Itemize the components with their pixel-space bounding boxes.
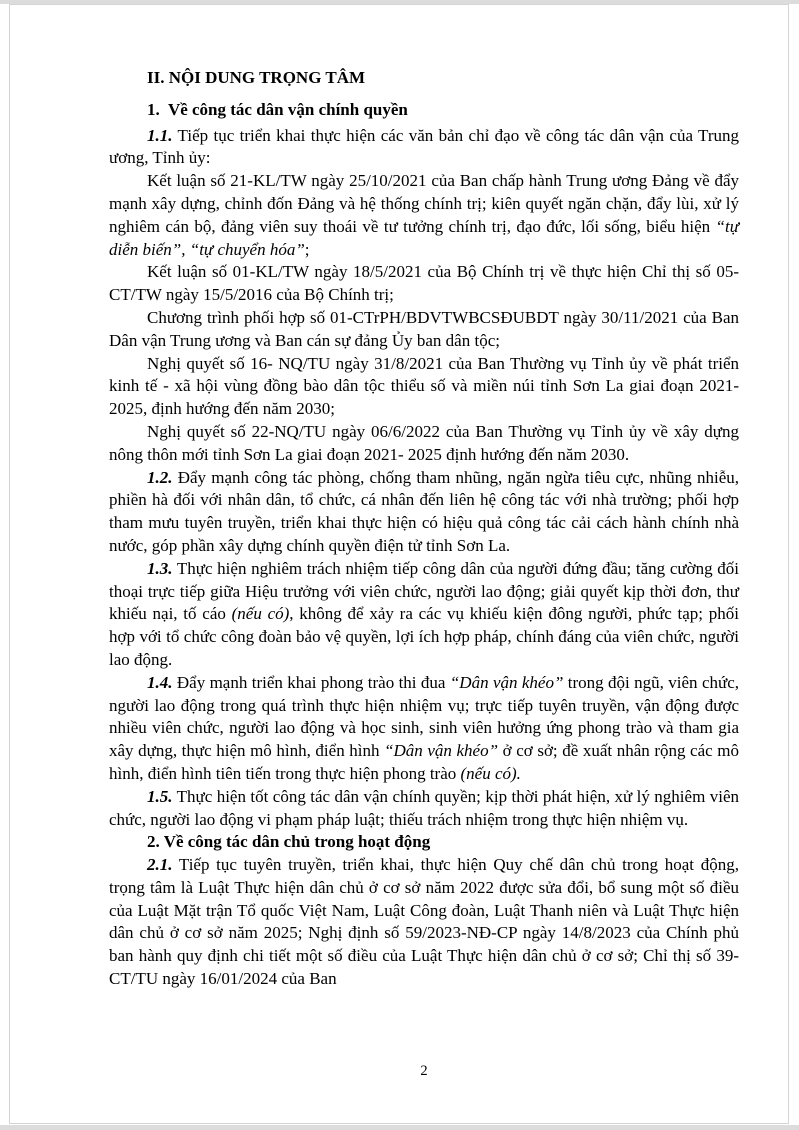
text-run: Kết luận số 21-KL/TW ngày 25/10/2021 của Ban chấp hành Trung ương Đảng về đẩy mạnh xây dựng, chỉnh đốn Đảng và hệ thống chính trị; kiên quyết ngăn chặn, đẩy lùi, xử lý nghiêm cán bộ, đảng viên suy thoái về tư tưởng chính trị, đạo đức, lối sống, biểu hiện: [109, 171, 739, 236]
doc-paragraph: [109, 261, 739, 307]
doc-paragraph: [109, 558, 739, 672]
text-run: 2.1.: [147, 855, 173, 875]
text-run: Nghị quyết số 16- NQ/TU ngày 31/8/2021 của Ban Thường vụ Tỉnh ủy về phát triển kinh tế - xã hội vùng đồng bào dân tộc thiểu số và miền núi tỉnh Sơn La giai đoạn 2021- 2025, định hướng đến năm 2030;: [109, 353, 739, 419]
doc-heading: [109, 831, 739, 854]
text-run: 1.2.: [147, 467, 173, 487]
document-page: [9, 4, 789, 1124]
doc-paragraph: [109, 467, 739, 558]
document-body: [109, 67, 739, 991]
text-run: 1. Về công tác dân vận chính quyền: [147, 99, 408, 119]
doc-paragraph: [109, 421, 739, 467]
text-run: 1.1.: [147, 125, 173, 145]
doc-paragraph: [109, 353, 739, 421]
text-run: , không để xảy ra các vụ khiếu kiện đông người, phức tạp; phối hợp với tổ chức công đoàn bảo vệ quyền, lợi ích hợp pháp, chính đáng của viên chức, người lao động.: [109, 604, 739, 669]
page-number: 2: [420, 1063, 428, 1079]
text-run: Thực hiện tốt công tác dân vận chính quyền; kịp thời phát hiện, xử lý nghiêm viên chức, người lao động vi phạm pháp luật; thiếu trách nhiệm trong thực hiện nhiệm vụ.: [109, 786, 739, 829]
text-run: II. NỘI DUNG TRỌNG TÂM: [147, 68, 366, 87]
viewer-gap-bottom: [0, 1125, 799, 1130]
text-run: trong đội ngũ, viên chức, người lao động trong quá trình thực hiện nhiệm vụ; trực tiếp tuyên truyền, vận động được nhiều viên chức, người lao động và học sinh, sinh viên hưởng ứng phong trào và tham gia xây dựng, thực hiện mô hình, điển hình: [109, 672, 739, 761]
text-run: ở cơ sở; đề xuất nhân rộng các mô hình, điển hình tiên tiến trong thực hiện phong trào: [109, 741, 739, 783]
doc-paragraph: [109, 854, 739, 991]
text-run: Thực hiện nghiêm trách nhiệm tiếp công dân của người đứng đầu; tăng cường đối thoại trực tiếp giữa Hiệu trưởng với viên chức, người lao động; giải quyết kịp thời đơn, thư khiếu nại, tố cáo: [109, 558, 739, 624]
doc-paragraph: [109, 170, 739, 261]
text-run: “tự diễn biến”, “tự chuyển hóa”: [109, 216, 739, 259]
doc-heading: [109, 67, 739, 90]
text-run: Tiếp tục triển khai thực hiện các văn bản chỉ đạo về công tác dân vận của Trung ương, Tỉnh ủy:: [109, 125, 739, 168]
doc-heading: [109, 99, 739, 122]
text-run: Chương trình phối hợp số 01-CTrPH/BDVTWBCSĐUBDT ngày 30/11/2021 của Ban Dân vận Trung ương và Ban cán sự đảng Ủy ban dân tộc;: [109, 307, 739, 350]
text-run: (nếu có).: [460, 763, 521, 783]
doc-paragraph: [109, 672, 739, 786]
doc-paragraph: [109, 125, 739, 171]
text-run: “Dân vận khéo”: [449, 672, 564, 692]
text-run: 1.5.: [147, 786, 173, 806]
text-run: 1.3.: [147, 558, 173, 578]
doc-paragraph: [109, 307, 739, 353]
text-run: “Dân vận khéo”: [384, 741, 499, 761]
text-run: Đẩy mạnh triển khai phong trào thi đua: [172, 672, 450, 692]
text-run: Nghị quyết số 22-NQ/TU ngày 06/6/2022 của Ban Thường vụ Tỉnh ủy về xây dựng nông thôn mới tỉnh Sơn La giai đoạn 2021- 2025 định hướng đến năm 2030.: [109, 421, 739, 464]
doc-paragraph: [109, 786, 739, 832]
text-run: 1.4.: [147, 672, 173, 692]
text-run: Kết luận số 01-KL/TW ngày 18/5/2021 của Bộ Chính trị về thực hiện Chỉ thị số 05-CT/TW ngày 15/5/2016 của Bộ Chính trị;: [109, 262, 739, 305]
text-run: Đẩy mạnh công tác phòng, chống tham nhũng, ngăn ngừa tiêu cực, nhũng nhiễu, phiền hà đối với nhân dân, tổ chức, cá nhân đến liên hệ công tác với nhà trường; phối hợp tham mưu tuyên truyền, triển khai thực hiện có hiệu quả công tác cải cách hành chính nhà nước, góp phần xây dựng chính quyền điện tử tỉnh Sơn La.: [109, 467, 739, 555]
text-run: 2. Về công tác dân chủ trong hoạt động: [147, 832, 431, 852]
text-run: ;: [304, 239, 310, 259]
text-run: (nếu có): [231, 604, 290, 624]
text-run: Tiếp tục tuyên truyền, triển khai, thực hiện Quy chế dân chủ trong hoạt động, trọng tâm là Luật Thực hiện dân chủ ở cơ sở năm 2022 được sửa đổi, bổ sung một số điều của Luật Mặt trận Tổ quốc Việt Nam, Luật Công đoàn, Luật Thanh niên và Luật Thực hiện dân chủ ở cơ sở năm 2025; Nghị định số 59/2023-NĐ-CP ngày 14/8/2023 của Chính phủ ban hành quy định chi tiết một số điều của Luật Thực hiện dân chủ ở cơ sở; Chỉ thị số 39-CT/TU ngày 16/01/2024 của Ban: [109, 855, 739, 989]
